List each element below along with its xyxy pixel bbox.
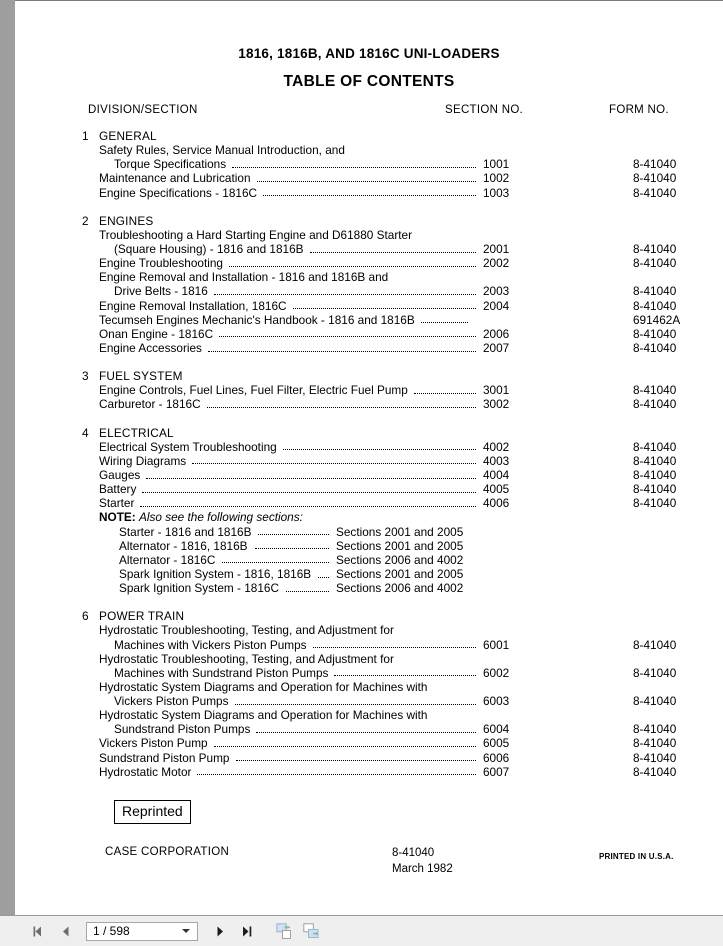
toc-form-number: 8-41040: [633, 736, 677, 751]
next-page-button[interactable]: [209, 920, 231, 942]
toc-form-number: 8-41040: [633, 383, 677, 398]
dot-leader: [214, 294, 476, 295]
toc-division: [15, 426, 723, 596]
dot-leader: [236, 760, 477, 761]
toc-entry-line: [15, 666, 723, 680]
toc-form-number: 8-41040: [633, 750, 677, 765]
toc-division-number: 4: [82, 425, 89, 440]
toc-note-item[interactable]: [15, 553, 723, 567]
column-header-section-no: SECTION NO.: [445, 104, 524, 116]
toc-form-number: 8-41040: [633, 694, 677, 709]
column-header-division: DIVISION/SECTION: [88, 104, 198, 116]
fit-page-out-button[interactable]: [301, 920, 323, 942]
toc-section-number: 4002: [480, 440, 509, 454]
toc-division-heading: [15, 609, 723, 623]
toc-note-item-label: Alternator - 1816, 1816B: [119, 539, 251, 553]
toc-entry-line: [15, 652, 723, 666]
toc-note-item[interactable]: [15, 539, 723, 553]
toc-entry[interactable]: [15, 383, 723, 397]
dot-leader: [257, 181, 477, 182]
toc-form-number: 8-41040: [633, 439, 677, 454]
dot-leader: [255, 548, 329, 549]
toc-entry-title: Safety Rules, Service Manual Introduction, and: [99, 143, 348, 157]
toc-section-number: 6002: [480, 666, 509, 680]
toc-entry-line: [15, 383, 723, 397]
toc-entry[interactable]: [15, 143, 723, 171]
dot-leader: [235, 704, 476, 705]
corporation-name: CASE CORPORATION: [105, 846, 230, 858]
toc-entry-title: Engine Specifications - 1816C: [99, 186, 260, 200]
toc-form-number: 8-41040: [633, 157, 677, 172]
reprinted-stamp: Reprinted: [114, 800, 191, 824]
document-page-content: [15, 1, 723, 915]
toc-entry[interactable]: [15, 751, 723, 765]
toc-entry[interactable]: [15, 327, 723, 341]
toc-note-item-reference: Sections 2001 and 2005: [333, 567, 463, 581]
toc-entry-title: Engine Controls, Fuel Lines, Fuel Filter, Electric Fuel Pump: [99, 383, 411, 397]
toc-entry-line: [15, 299, 723, 313]
toc-form-number: 8-41040: [633, 298, 677, 313]
dot-leader: [146, 478, 476, 479]
toc-section-number: 4006: [480, 496, 509, 510]
toc-section-number: 2006: [480, 327, 509, 341]
page-navigation-toolbar: [0, 915, 723, 946]
dot-leader: [313, 647, 476, 648]
toc-section-number: 3001: [480, 383, 509, 397]
toc-entry-line: [15, 284, 723, 298]
toc-section-number: 2007: [480, 341, 509, 355]
toc-section-number: 2001: [480, 242, 509, 256]
toc-entry-line: [15, 313, 723, 327]
toc-section-number: 6001: [480, 638, 509, 652]
toc-entry[interactable]: [15, 496, 723, 510]
toc-entry-line: [15, 454, 723, 468]
previous-page-button[interactable]: [55, 920, 77, 942]
first-page-icon: [32, 925, 46, 938]
last-page-icon: [240, 925, 254, 938]
toc-entry-title: Engine Troubleshooting: [99, 256, 226, 270]
toc-note-item-reference: Sections 2006 and 4002: [333, 553, 463, 567]
table-of-contents: [15, 129, 723, 779]
toc-form-number: 8-41040: [633, 284, 677, 299]
toc-entry-line: [15, 722, 723, 736]
toc-entry-title: Battery: [99, 482, 139, 496]
toc-entry-line: [15, 751, 723, 765]
page-number-value: 1 / 598: [93, 923, 130, 938]
toc-entry[interactable]: [15, 440, 723, 454]
toc-division-name: ELECTRICAL: [99, 425, 174, 440]
toc-note-item-label: Starter - 1816 and 1816B: [119, 525, 254, 539]
toc-entry-line: [15, 708, 723, 722]
page-fit-out-icon: [303, 923, 322, 940]
toc-entry[interactable]: [15, 468, 723, 482]
toc-entry-line: [15, 171, 723, 185]
document-subtitle: TABLE OF CONTENTS: [283, 73, 455, 90]
toc-entry-line: [15, 242, 723, 256]
toc-entry-line: [15, 270, 723, 284]
toc-note-text: Also see the following sections:: [138, 510, 303, 525]
toc-form-number: 691462A: [633, 312, 681, 327]
chevron-down-icon: [182, 929, 190, 933]
toc-entry-title: Drive Belts - 1816: [114, 284, 211, 298]
toc-entry-title: (Square Housing) - 1816 and 1816B: [114, 242, 307, 256]
dot-leader: [283, 449, 476, 450]
toc-entry-line: [15, 327, 723, 341]
first-page-button[interactable]: [28, 920, 50, 942]
toc-section-number: 4005: [480, 482, 509, 496]
toc-entry[interactable]: [15, 765, 723, 779]
toc-entry-line: [15, 186, 723, 200]
toc-section-number: 4004: [480, 468, 509, 482]
toc-entry[interactable]: [15, 313, 723, 327]
toc-entry[interactable]: [15, 341, 723, 355]
toc-entry-line: [15, 397, 723, 411]
toc-entry[interactable]: [15, 270, 723, 298]
toc-form-number: 8-41040: [633, 665, 677, 680]
toc-entry-title: Vickers Piston Pumps: [114, 694, 232, 708]
toc-form-number: 8-41040: [633, 241, 677, 256]
toc-entry[interactable]: [15, 482, 723, 496]
toc-entry-line: [15, 468, 723, 482]
toc-entry-line: [15, 157, 723, 171]
toc-form-number: 8-41040: [633, 722, 677, 737]
toc-form-number: 8-41040: [633, 185, 677, 200]
toc-entry-line: [15, 256, 723, 270]
toc-entry[interactable]: [15, 397, 723, 411]
toc-entry-title: Torque Specifications: [114, 157, 229, 171]
last-page-button[interactable]: [236, 920, 258, 942]
dot-leader: [286, 591, 329, 592]
toc-entry-title: Hydrostatic System Diagrams and Operation for Machines with: [99, 680, 430, 694]
page-number-select[interactable]: [86, 922, 198, 941]
toc-form-number: 8-41040: [633, 764, 677, 779]
toc-division-name: FUEL SYSTEM: [99, 369, 183, 384]
toc-division: [15, 214, 723, 355]
toc-entry[interactable]: [15, 186, 723, 200]
footer-date: March 1982: [392, 862, 453, 875]
toc-section-number: 1001: [480, 157, 509, 171]
document-title: 1816, 1816B, AND 1816C UNI-LOADERS: [238, 46, 500, 61]
toc-form-number: 8-41040: [633, 453, 677, 468]
toc-division-number: 3: [82, 369, 89, 384]
toc-entry-title: Electrical System Troubleshooting: [99, 440, 280, 454]
toc-note-label: NOTE:: [99, 510, 136, 525]
toc-division-name: GENERAL: [99, 129, 157, 143]
toc-note-item-reference: Sections 2001 and 2005: [333, 525, 463, 539]
toc-entry-line: [15, 736, 723, 750]
toc-entry-title: Sundstrand Piston Pumps: [114, 722, 253, 736]
dot-leader: [256, 732, 476, 733]
toc-section-number: 2003: [480, 284, 509, 298]
toc-division-heading: [15, 214, 723, 228]
toc-form-number: 8-41040: [633, 467, 677, 482]
toc-section-number: 6007: [480, 765, 509, 779]
dot-leader: [318, 577, 329, 578]
toc-entry-title: Wiring Diagrams: [99, 454, 189, 468]
toc-division: [15, 129, 723, 200]
toc-division-heading: [15, 426, 723, 440]
toc-note-item[interactable]: [15, 567, 723, 581]
toc-entry[interactable]: [15, 256, 723, 270]
toc-entry-title: Hydrostatic Motor: [99, 765, 194, 779]
dot-leader: [293, 308, 476, 309]
dot-leader: [207, 407, 476, 408]
toc-entry-line: [15, 228, 723, 242]
toc-entry-title: Maintenance and Lubrication: [99, 171, 254, 185]
toc-division-heading: [15, 369, 723, 383]
toc-section-number: 2004: [480, 299, 509, 313]
toc-form-number: 8-41040: [633, 326, 677, 341]
toc-entry-title: Engine Removal and Installation - 1816 and 1816B and: [99, 270, 391, 284]
toc-form-number: 8-41040: [633, 171, 677, 186]
dot-leader: [140, 506, 476, 507]
dot-leader: [232, 167, 476, 168]
toc-entry-title: Starter: [99, 496, 137, 510]
toc-form-number: 8-41040: [633, 256, 677, 271]
toc-section-number: 6005: [480, 736, 509, 750]
toc-entry-title: Machines with Sundstrand Piston Pumps: [114, 666, 331, 680]
toc-form-number: 8-41040: [633, 637, 677, 652]
document-page: [15, 0, 723, 915]
toc-note-item-label: Spark Ignition System - 1816C: [119, 581, 282, 595]
toc-note-item[interactable]: [15, 525, 723, 539]
dot-leader: [229, 266, 476, 267]
toc-form-number: 8-41040: [633, 482, 677, 497]
next-page-icon: [213, 925, 227, 938]
toc-section-number: 1003: [480, 186, 509, 200]
toc-note-item-reference: Sections 2006 and 4002: [333, 581, 463, 595]
dot-leader: [414, 393, 476, 394]
toc-division-name: ENGINES: [99, 213, 154, 228]
previous-page-icon: [59, 925, 73, 938]
dot-leader: [192, 463, 476, 464]
toc-entry-title: Engine Removal Installation, 1816C: [99, 299, 290, 313]
toc-entry[interactable]: [15, 299, 723, 313]
toc-entry-title: Onan Engine - 1816C: [99, 327, 216, 341]
toc-division: [15, 369, 723, 411]
toc-entry-line: [15, 623, 723, 637]
dot-leader: [219, 336, 476, 337]
toc-entry-line: [15, 482, 723, 496]
dot-leader: [222, 562, 329, 563]
toc-entry[interactable]: [15, 228, 723, 256]
footer-form-block: [392, 846, 453, 877]
toc-section-number: 2002: [480, 256, 509, 270]
toc-entry[interactable]: [15, 454, 723, 468]
dot-leader: [214, 746, 476, 747]
toc-entry-title: Troubleshooting a Hard Starting Engine and D61880 Starter: [99, 228, 415, 242]
toc-section-number: 6004: [480, 722, 509, 736]
dot-leader: [263, 195, 476, 196]
toc-entry-line: [15, 694, 723, 708]
toc-entry-line: [15, 496, 723, 510]
toc-entry-title: Tecumseh Engines Mechanic's Handbook - 1816 and 1816B: [99, 313, 418, 327]
toc-entry-title: Machines with Vickers Piston Pumps: [114, 638, 310, 652]
toc-section-number: 6006: [480, 751, 509, 765]
toc-entry-title: Hydrostatic Troubleshooting, Testing, and Adjustment for: [99, 652, 397, 666]
toc-entry-line: [15, 765, 723, 779]
toc-note-heading: [15, 510, 723, 524]
toc-entry[interactable]: [15, 623, 723, 651]
toc-note-item-label: Alternator - 1816C: [119, 553, 218, 567]
toc-note-item-label: Spark Ignition System - 1816, 1816B: [119, 567, 314, 581]
toc-division-number: 2: [82, 213, 89, 228]
column-header-form-no: FORM NO.: [609, 104, 669, 116]
dot-leader: [334, 675, 476, 676]
toc-column-headers: [15, 104, 723, 120]
toc-division-number: 6: [82, 609, 89, 624]
printed-in-usa: PRINTED IN U.S.A.: [599, 852, 674, 861]
toc-note-item[interactable]: [15, 581, 723, 595]
dot-leader: [421, 322, 468, 323]
toc-form-number: 8-41040: [633, 340, 677, 355]
toc-division: [15, 609, 723, 779]
toc-section-number: 1002: [480, 171, 509, 185]
toc-entry-line: [15, 143, 723, 157]
dot-leader: [310, 252, 476, 253]
page-fit-in-icon: [276, 923, 295, 940]
footer-form-number: 8-41040: [392, 847, 435, 859]
toc-form-number: 8-41040: [633, 496, 677, 511]
toc-entry[interactable]: [15, 736, 723, 750]
toc-entry-line: [15, 680, 723, 694]
toc-entry[interactable]: [15, 708, 723, 736]
toc-entry-title: Vickers Piston Pump: [99, 736, 211, 750]
fit-page-in-button[interactable]: [274, 920, 296, 942]
toc-note-item-reference: Sections 2001 and 2005: [333, 539, 463, 553]
dot-leader: [258, 534, 329, 535]
toc-entry-title: Engine Accessories: [99, 341, 205, 355]
dot-leader: [208, 351, 476, 352]
toc-entry[interactable]: [15, 171, 723, 185]
dot-leader: [197, 774, 476, 775]
toc-entry-title: Hydrostatic System Diagrams and Operation for Machines with: [99, 708, 430, 722]
toc-section-number: 4003: [480, 454, 509, 468]
toc-entry-title: Sundstrand Piston Pump: [99, 751, 233, 765]
toc-entry-line: [15, 440, 723, 454]
toc-entry-title: Hydrostatic Troubleshooting, Testing, and Adjustment for: [99, 623, 397, 637]
toc-entry-title: Carburetor - 1816C: [99, 397, 204, 411]
toc-section-number: 6003: [480, 694, 509, 708]
toc-entry-line: [15, 341, 723, 355]
toc-division-name: POWER TRAIN: [99, 609, 185, 624]
toc-entry[interactable]: [15, 652, 723, 680]
dot-leader: [142, 492, 476, 493]
toc-form-number: 8-41040: [633, 397, 677, 412]
toc-division-number: 1: [82, 129, 89, 143]
toc-section-number: 3002: [480, 397, 509, 411]
toc-entry-line: [15, 638, 723, 652]
toc-division-heading: [15, 129, 723, 143]
toc-entry[interactable]: [15, 680, 723, 708]
toc-entry-title: Gauges: [99, 468, 143, 482]
